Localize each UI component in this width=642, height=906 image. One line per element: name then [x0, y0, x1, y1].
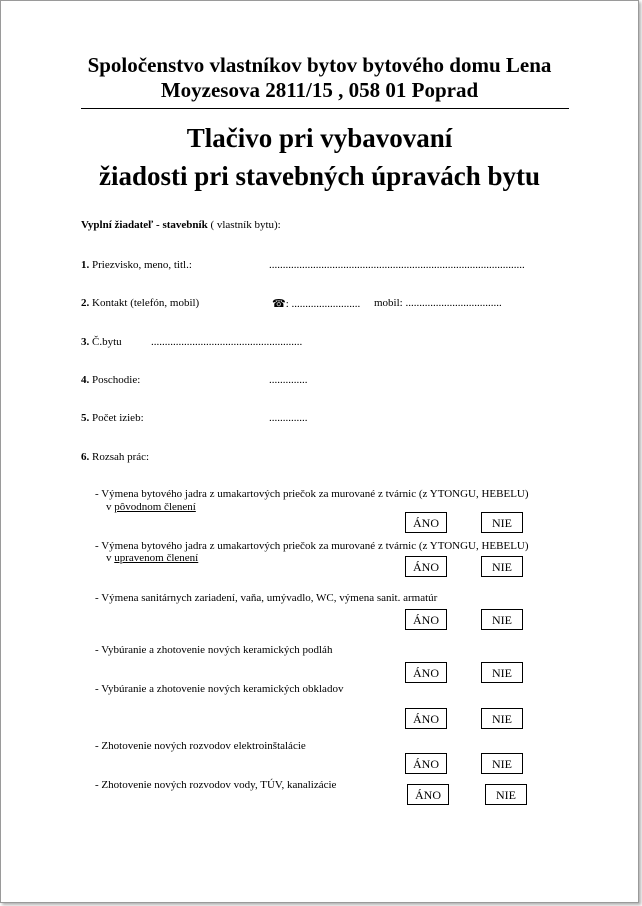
field-floor	[81, 374, 140, 386]
mobile-blank[interactable]: mobil: ...................................	[374, 297, 502, 309]
work-item-line: - Výmena sanitárnych zariadení, vaňa, umývadlo, WC, výmena sanit. armatúr	[95, 592, 438, 604]
work-item-sub	[106, 552, 198, 564]
field-number: 2.	[81, 297, 90, 309]
association-name: Spoločenstvo vlastníkov bytov bytového domu Lena	[87, 53, 552, 77]
yes-box[interactable]: ÁNO	[405, 662, 447, 683]
yes-box[interactable]: ÁNO	[405, 753, 447, 774]
work-item-line: - Vybúranie a zhotovenie nových keramických obkladov	[95, 683, 344, 695]
floor-blank[interactable]: ..............	[269, 374, 308, 386]
field-label: Č.bytu	[92, 336, 122, 348]
field-label: Poschodie:	[92, 374, 141, 386]
no-box[interactable]: NIE	[481, 556, 523, 577]
work-item-line: - Zhotovenie nových rozvodov elektroinštalácie	[95, 740, 306, 752]
work-item-line: - Výmena bytového jadra z umakartových priečok za murované z tvárnic (z YTONGU, HEBELU)	[95, 540, 529, 552]
header-divider	[81, 108, 569, 109]
phone-icon: ☎	[272, 298, 286, 310]
rooms-blank[interactable]: ..............	[269, 412, 308, 424]
phone-blank[interactable]	[272, 297, 360, 310]
work-item-line: - Výmena bytového jadra z umakartových priečok za murované z tvárnic (z YTONGU, HEBELU)	[95, 488, 529, 500]
no-box[interactable]: NIE	[481, 512, 523, 533]
field-name	[81, 259, 192, 271]
phone-dots: : .........................	[285, 298, 361, 310]
field-scope	[81, 451, 149, 463]
sub-underlined: upravenom členení	[114, 552, 199, 564]
yes-box[interactable]: ÁNO	[405, 609, 447, 630]
apartment-blank[interactable]: .......................................................	[151, 336, 303, 348]
no-box[interactable]: NIE	[481, 609, 523, 630]
field-number: 3.	[81, 336, 90, 348]
yes-box[interactable]: ÁNO	[405, 556, 447, 577]
field-number: 5.	[81, 412, 90, 424]
work-item-line: - Zhotovenie nových rozvodov vody, TÚV, kanalizácie	[95, 779, 337, 791]
field-label: Kontakt (telefón, mobil)	[92, 297, 200, 309]
field-number: 1.	[81, 259, 90, 271]
intro-rest: ( vlastník bytu):	[207, 219, 281, 231]
intro-text	[81, 219, 281, 231]
field-number: 4.	[81, 374, 90, 386]
association-address: Moyzesova 2811/15 , 058 01 Poprad	[160, 78, 479, 102]
sub-prefix: v	[106, 501, 115, 513]
intro-bold: Vyplní žiadateľ - stavebník	[81, 219, 208, 231]
field-label: Počet izieb:	[92, 412, 144, 424]
no-box[interactable]: NIE	[485, 784, 527, 805]
no-box[interactable]: NIE	[481, 662, 523, 683]
work-item-sub	[106, 501, 196, 513]
form-title-line2: žiadosti pri stavebných úpravách bytu	[98, 161, 541, 191]
no-box[interactable]: NIE	[481, 753, 523, 774]
form-title-line1: Tlačivo pri vybavovaní	[186, 123, 453, 153]
name-blank[interactable]: .............................................................................................	[269, 259, 525, 271]
sub-underlined: pôvodnom členení	[114, 501, 196, 513]
field-rooms	[81, 412, 144, 424]
no-box[interactable]: NIE	[481, 708, 523, 729]
sub-prefix: v	[106, 552, 115, 564]
yes-box[interactable]: ÁNO	[405, 512, 447, 533]
yes-box[interactable]: ÁNO	[407, 784, 449, 805]
yes-box[interactable]: ÁNO	[405, 708, 447, 729]
field-label: Priezvisko, meno, titl.:	[92, 259, 192, 271]
field-number: 6.	[81, 451, 90, 463]
field-label: Rozsah prác:	[92, 451, 150, 463]
field-apartment	[81, 336, 122, 348]
work-item-line: - Vybúranie a zhotovenie nových keramických podláh	[95, 644, 333, 656]
field-contact	[81, 297, 199, 309]
